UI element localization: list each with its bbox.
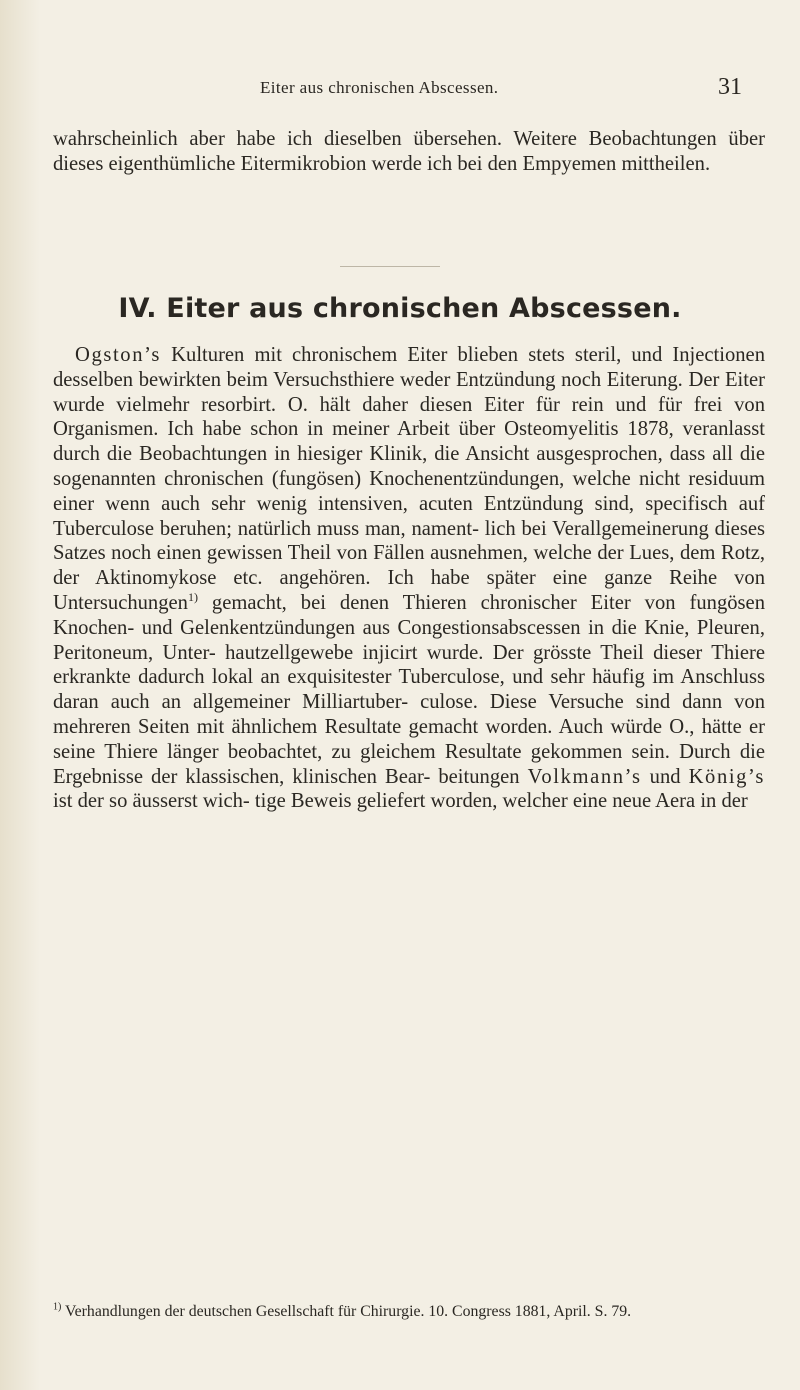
author-name-ogston: Ogston’s [75,344,162,366]
paragraph-text-part-a: Kulturen mit chronischem Eiter blieben stets steril, und Injectionen desselben bewirkten beim Versuchsthiere weder Entzündung noch Eiterung. Der Eiter wurde vielmehr resorbirt. O. hält daher diesen Eiter für rein und für frei von Organismen. Ich habe schon in meiner Arbeit über Osteomyelitis 1878, veranlasst durch die Beobachtungen in hiesiger Klinik, die Ansicht ausgesprochen, dass all die sogenannten chronischen (fungösen) Knochenentzündungen, welche nicht residuum einer wenn auch sehr wenig intensiven, acuten Entzündung sind, specifisch auf Tuberculose beruhen; natürlich muss man, nament- lich bei Verallgemeinerung dieses Satzes noch einen gewissen Theil von Fällen ausnehmen, welche der Lues, dem Rotz, der Aktinomykose etc. angehören. Ich habe später eine ganze Reihe von Untersuchungen [53,344,765,614]
section-paragraph [53,343,765,814]
author-name-koenig: König’s [688,765,765,788]
footnote-text: Verhandlungen der deutschen Gesellschaft für Chirurgie. 10. Congress 1881, April. S. 79. [61,1303,632,1320]
running-title: Eiter aus chronischen Abscessen. [260,78,499,97]
section-heading: IV. Eiter aus chronischen Abscessen. [118,293,682,324]
paragraph-text-part-c: und [641,765,689,788]
footnote-number: 1) [53,1301,62,1313]
paragraph-text-part-b: gemacht, bei denen Thieren chronischer Eiter von fungösen Knochen- und Gelenkentzündungen aus Congestionsabscessen in die Knie, Pleuren, Peritoneum, Unter- hautzellgewebe injicirt wurde. Der grösste Theil dieser Thiere erkrankte dadurch lokal an exquisitester Tuberculose, und sehr häufig im Anschluss daran auch an allgemeiner Milliartuber- culose. Diese Versuche sind dann von mehreren Seiten mit ähnlichem Resultate gemacht worden. Auch würde O., hätte er seine Thiere länger beobachtet, zu gleichem Resultate gekommen sein. Durch die Ergebnisse der klassischen, klinischen Bear- beitungen [53,591,765,788]
footnote-reference: 1) [187,590,198,605]
page-header [0,74,800,104]
section-divider [340,266,440,267]
page-number: 31 [718,74,742,100]
paragraph-text-part-d: ist der so äusserst wich- tige Beweis geliefert worden, welcher eine neue Aera in der [53,790,748,813]
page-edge-shadow [0,0,40,1390]
footnote [53,1300,765,1324]
author-name-volkmann: Volkmann’s [527,765,642,788]
paragraph-continuation: wahrscheinlich aber habe ich dieselben übersehen. Weitere Beobachtungen über dieses eigenthümliche Eitermikrobion werde ich bei den Empyemen mittheilen. [53,128,765,175]
